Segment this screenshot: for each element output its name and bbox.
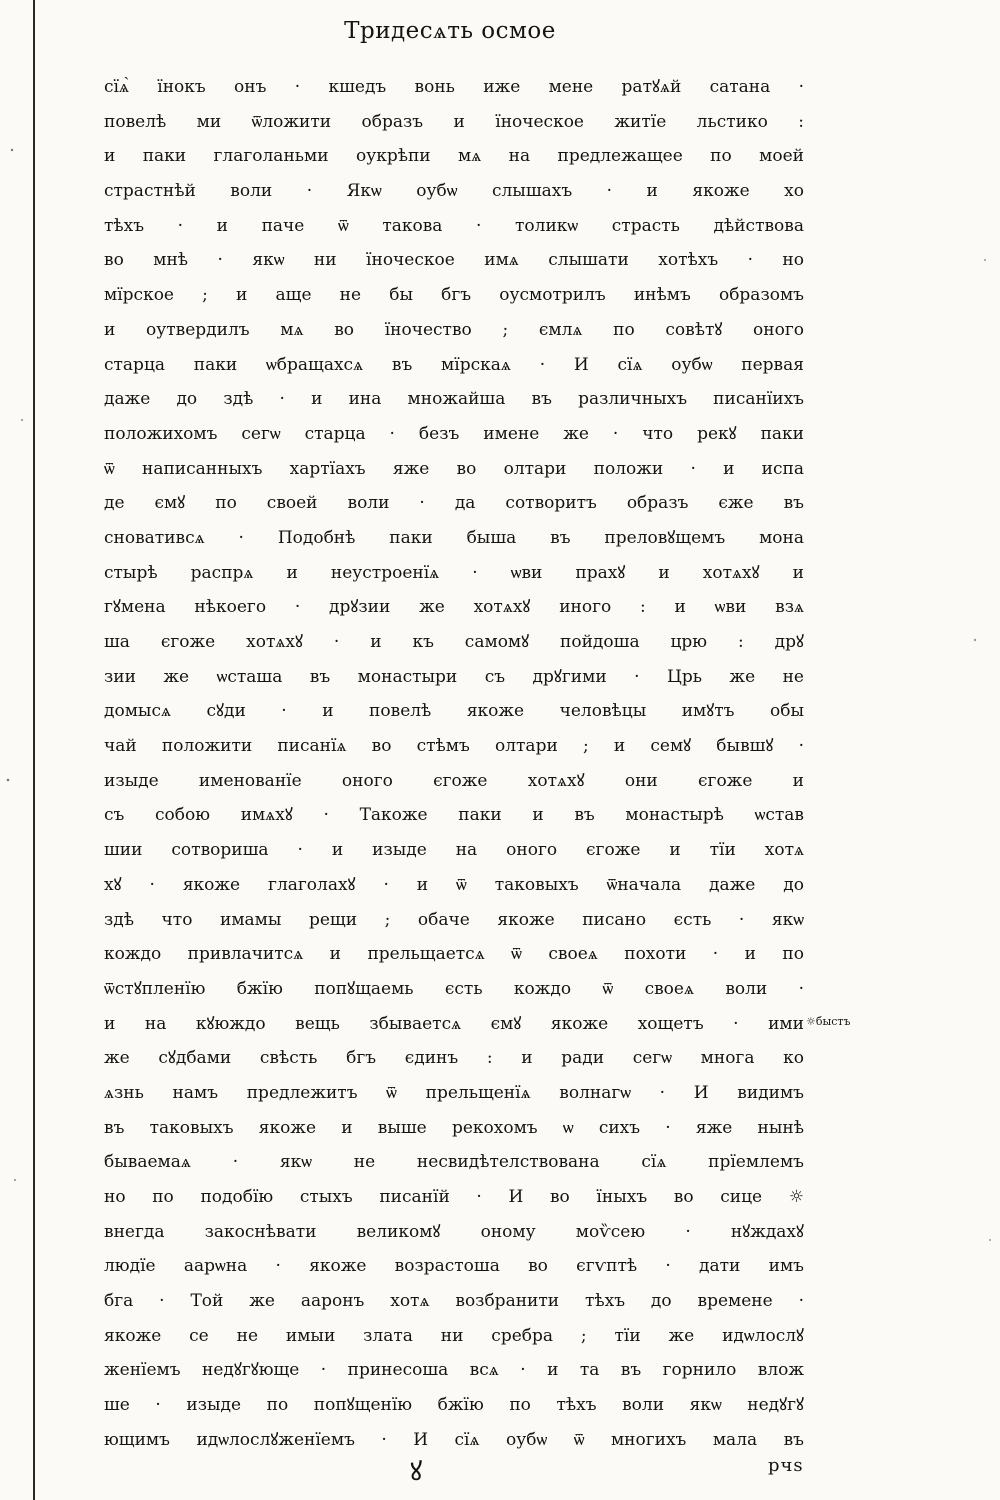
text-line: внегда закоснѣвати великомꙋ оному моѷсею · нꙋждахꙋ: [104, 1221, 804, 1242]
text-line: здѣ что имамы рещи ; обаче якоже писано єсть · якѡ: [104, 909, 804, 930]
text-line: мїрское ; и аще не бы бгъ оусмотрилъ инѣмъ образомъ: [104, 285, 804, 306]
text-line: сновативсѧ · Подобнѣ паки быша въ преловꙋщемъ мона: [104, 527, 804, 548]
signature-mark: ꙋ: [410, 1457, 423, 1487]
running-header: Тридесѧть осмое: [344, 18, 556, 44]
text-line: же сꙋдбами свѣсть бгъ єдинъ : и ради сегѡ многа ко: [104, 1048, 804, 1069]
text-line: въ таковыхъ якоже и выше рекохомъ ѡ сихъ · яже нынѣ: [104, 1117, 804, 1138]
text-line: старца паки ѡбращахсѧ въ мїрскаѧ · И сїѧ оубѡ первая: [104, 354, 804, 375]
text-line: бга · Той же ааронъ хотѧ возбранити тѣхъ до времене ·: [104, 1291, 804, 1312]
text-line: ѧзнь намъ предлежитъ ѿ прельщенїѧ волнагѡ · И видимъ: [104, 1082, 804, 1103]
text-line: ѿстꙋпленїю бжїю попꙋщаемь єсть кождо ѿ своеѧ воли ·: [104, 978, 804, 999]
text-line: ѿ написанныхъ хартїахъ яже во олтари положи · и испа: [104, 458, 804, 479]
text-line: якоже се не имыи злата ни сребра ; тїи же идѡлослꙋ: [104, 1325, 804, 1346]
text-line: кождо привлачитсѧ и прельщаетсѧ ѿ своеѧ похоти · и по: [104, 944, 804, 965]
text-line: но по подобїю стыхъ писанїй · И во їныхъ во сице ☼: [104, 1187, 804, 1207]
text-line: положихомъ сегѡ старца · безъ имене же · что рекꙋ паки: [104, 423, 804, 444]
text-line: страстнѣй воли · Якѡ оубѡ слышахъ · и якоже хо: [104, 181, 804, 202]
text-line: домысѧ сꙋди · и повелѣ якоже человѣцы имꙋтъ обы: [104, 701, 804, 722]
body-text: [104, 70, 804, 1458]
text-line: людїе аарѡна · якоже возрастоша во єгѵптѣ · дати имъ: [104, 1256, 804, 1277]
text-line: чай положити писанїѧ во стѣмъ олтари ; и семꙋ бывшꙋ ·: [104, 736, 804, 757]
marginal-note: ☼быстъ: [806, 1015, 851, 1028]
text-line: и на кꙋюждо вещь збываетсѧ ємꙋ якоже хощетъ · ими: [104, 1013, 804, 1034]
text-line: ша єгоже хотѧхꙋ · и къ самомꙋ пойдоша црю : дрꙋ: [104, 632, 804, 652]
text-line: изыде именованїе оного єгоже хотѧхꙋ они єгоже и: [104, 770, 804, 791]
text-line: бываемаѧ · якѡ не несвидѣтелствована сїѧ прїемлемъ: [104, 1152, 804, 1173]
text-line: стырѣ распрѧ и неустроенїѧ · ѡви прахꙋ и хотѧхꙋ и: [104, 562, 804, 583]
text-line: и оутвердилъ мѧ во їночество ; ємлѧ по совѣтꙋ оного: [104, 319, 804, 340]
text-line: и паки глаголаньми оукрѣпи мѧ на предлежащее по моей: [104, 146, 804, 167]
text-line: сїѧ̀ їнокъ онъ · кшедъ вонь иже мене ратꙋѧй сатана ·: [104, 77, 804, 97]
text-line: тѣхъ · и паче ѿ такова · толикѡ страсть дѣйствова: [104, 215, 804, 236]
text-line: гꙋмена нѣкоего · дрꙋзии же хотѧхꙋ иного : и ѡви взѧ: [104, 597, 804, 618]
text-line: шии сотвориша · и изыде на оного єгоже и тїи хотѧ: [104, 840, 804, 861]
text-line: ющимъ идѡлослꙋженїемъ · И сїѧ оубѡ ѿ многихъ мала въ: [104, 1429, 804, 1450]
text-line: съ собою имѧхꙋ · Такоже паки и въ монастырѣ ѡстав: [104, 805, 804, 826]
text-line: женїемъ недꙋгꙋюще · принесоша всѧ · и та въ горнило влож: [104, 1360, 804, 1381]
text-line: повелѣ ми ѿложити образъ и їноческое житїе льстико :: [104, 111, 804, 132]
folio-number: рчѕ: [768, 1455, 804, 1476]
text-line: во мнѣ · якѡ ни їноческое имѧ слышати хотѣхъ · но: [104, 250, 804, 271]
text-line: ше · изыде по попꙋщенїю бжїю по тѣхъ воли якѡ недꙋгꙋ: [104, 1395, 804, 1416]
text-line: хꙋ · якоже глаголахꙋ · и ѿ таковыхъ ѿначала даже до: [104, 874, 804, 895]
page-edge-rule: [33, 0, 35, 1500]
text-line: даже до здѣ · и ина множайша въ различныхъ писанїихъ: [104, 389, 804, 410]
text-line: де ємꙋ по своей воли · да сотворитъ образъ єже въ: [104, 493, 804, 514]
text-line: зии же ѡсташа въ монастыри съ дрꙋгими · Црь же не: [104, 666, 804, 687]
